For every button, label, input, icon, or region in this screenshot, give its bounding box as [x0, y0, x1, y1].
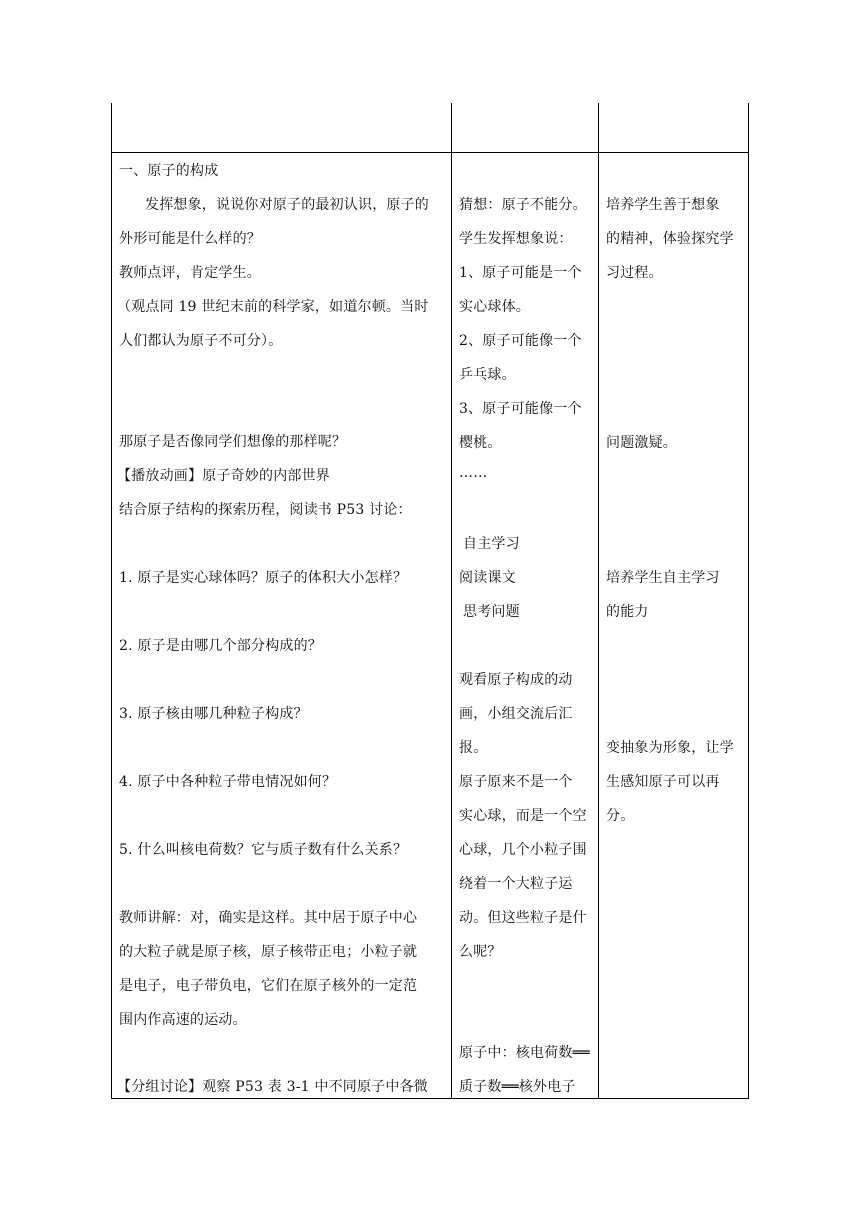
discussion-question-1: 1. 原子是实心球体吗？原子的体积大小怎样？ [119, 570, 408, 586]
relation-line-1: 原子中：核电荷数══ [459, 1045, 590, 1061]
finding-line-4: 绕着一个大粒子运 [459, 876, 573, 892]
goal-4-line-3: 分。 [606, 808, 635, 824]
goal-4-line-2: 生感知原子可以再 [606, 774, 720, 790]
ellipsis: …… [459, 465, 488, 481]
table-left-border [111, 103, 112, 1098]
student-guess: 猜想：原子不能分。 [459, 197, 587, 213]
lecture-line-2: 的大粒子就是原子核，原子核带正电；小粒子就 [119, 944, 418, 960]
teacher-comment: 教师点评，肯定学生。 [119, 265, 261, 281]
group-discussion: 【分组讨论】观察 P53 表 3-1 中不同原子中各微 [117, 1079, 428, 1095]
goal-4-line-1: 变抽象为形象，让学 [606, 740, 734, 756]
finding-line-3: 心球，几个小粒子围 [459, 842, 587, 858]
answer-3-line-2: 樱桃。 [459, 435, 502, 451]
finding-line-6: 么呢？ [459, 944, 502, 960]
goal-1-line-1: 培养学生善于想象 [606, 197, 720, 213]
relation-line-2: 质子数══核外电子 [459, 1079, 576, 1095]
goal-3-line-2: 的能力 [606, 604, 649, 620]
table-bottom-border [111, 1098, 749, 1099]
lecture-line-3: 是电子，电子带负电，它们在原子核外的一定范 [119, 978, 418, 994]
watch-line-2: 画，小组交流后汇 [459, 706, 573, 722]
note-line-2: 人们都认为原子不可分）。 [119, 333, 283, 349]
table-divider-1 [451, 103, 452, 1098]
reading-task: 结合原子结构的探索历程，阅读书 P53 讨论： [119, 502, 412, 518]
student-imagine: 学生发挥想象说： [459, 231, 573, 247]
discussion-question-4: 4. 原子中各种粒子带电情况如何？ [119, 774, 337, 790]
question-text: 那原子是否像同学们想像的那样呢？ [119, 434, 347, 450]
finding-line-5: 动。但这些粒子是什 [459, 910, 587, 926]
lecture-line-1: 教师讲解：对，确实是这样。其中居于原子中心 [119, 910, 418, 926]
animation-text: 【播放动画】原子奇妙的内部世界 [117, 468, 330, 484]
finding-line-1: 原子原来不是一个 [459, 774, 573, 790]
answer-1-line-1: 1、原子可能是一个 [459, 265, 582, 281]
discussion-question-3: 3. 原子核由哪几种粒子构成？ [119, 706, 308, 722]
table-row-divider [111, 152, 749, 153]
read-text: 阅读课文 [459, 570, 516, 586]
goal-3-line-1: 培养学生自主学习 [606, 570, 720, 586]
discussion-question-5: 5. 什么叫核电荷数？它与质子数有什么关系？ [119, 842, 408, 858]
watch-line-3: 报。 [459, 740, 488, 756]
note-line-1: （观点同 19 世纪末前的科学家，如道尔顿。当时 [117, 299, 429, 315]
section-heading: 一、原子的构成 [119, 163, 219, 179]
table-divider-2 [598, 103, 599, 1098]
think-questions: 思考问题 [463, 604, 520, 620]
answer-2-line-2: 乒乓球。 [459, 367, 516, 383]
goal-1-line-2: 的精神，体验探究学 [606, 231, 734, 247]
goal-2: 问题激疑。 [606, 435, 677, 451]
goal-1-line-3: 习过程。 [606, 265, 663, 281]
answer-3-line-1: 3、原子可能像一个 [459, 401, 582, 417]
answer-1-line-2: 实心球体。 [459, 299, 530, 315]
finding-line-2: 实心球，而是一个空 [459, 808, 587, 824]
lecture-line-4: 围内作高速的运动。 [119, 1012, 247, 1028]
intro-line-2: 外形可能是什么样的？ [119, 231, 261, 247]
answer-2-line-1: 2、原子可能像一个 [459, 333, 582, 349]
self-study: 自主学习 [463, 536, 520, 552]
watch-line-1: 观看原子构成的动 [459, 672, 573, 688]
table-right-border [748, 103, 749, 1098]
intro-line-1: 发挥想象，说说你对原子的最初认识，原子的 [145, 197, 429, 213]
discussion-question-2: 2. 原子是由哪几个部分构成的？ [119, 638, 323, 654]
